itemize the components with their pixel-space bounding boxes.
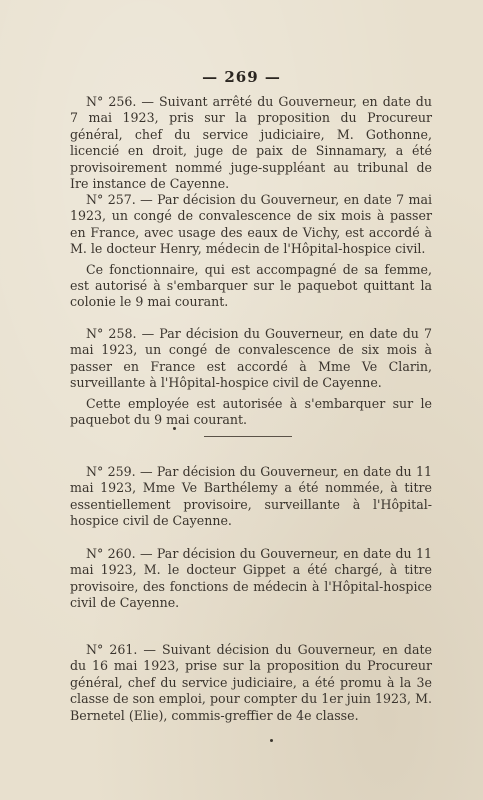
notice-256 <box>70 94 432 192</box>
ink-dot <box>173 427 176 430</box>
notice-259 <box>70 464 432 530</box>
notice-paragraph: N° 259. — Par décision du Gouverneur, en date du 11 mai 1923, Mme Ve Barthélemy a été nommée, à titre essentiellement provisoire, surveillante à l'Hôpital-hospice civil de Cayenne. <box>70 464 432 529</box>
notice-261 <box>70 642 432 724</box>
notice-258 <box>70 326 432 428</box>
notice-paragraph: Ce fonctionnaire, qui est accompagné de sa femme, est autorisé à s'embarquer sur le paquebot quittant la colonie le 9 mai courant. <box>70 261 432 310</box>
page-number: — 269 — <box>202 68 281 86</box>
ink-dot <box>270 739 273 742</box>
notice-paragraph: N° 261. — Suivant décision du Gouverneur, en date du 16 mai 1923, prise sur la proposition du Procureur général, chef du service judiciaire, a été promu à la 3e classe de son emploi, pour compter du 1er juin 1923, M. Bernetel (Elie), commis-greffier de 4e classe. <box>70 642 432 723</box>
notice-paragraph: N° 260. — Par décision du Gouverneur, en date du 11 mai 1923, M. le docteur Gippet a été chargé, à titre provisoire, des fonctions de médecin à l'Hôpital-hospice civil de Cayenne. <box>70 546 432 611</box>
notice-paragraph: Cette employée est autorisée à s'embarquer sur le paquebot du 9 mai courant. <box>70 395 432 428</box>
notice-257 <box>70 192 432 311</box>
notice-260 <box>70 546 432 612</box>
notice-paragraph: N° 258. — Par décision du Gouverneur, en date du 7 mai 1923, un congé de convalescence de six mois à passer en France est accordé à Mme Ve Clarin, surveillante à l'Hôpital-hospice civil de Cayenne. <box>70 326 432 391</box>
notice-paragraph: N° 257. — Par décision du Gouverneur, en date 7 mai 1923, un congé de convalescence de six mois à passer en France, avec usage des eaux de Vichy, est accordé à M. le docteur Henry, médecin de l'Hôpital-hospice civil. <box>70 192 432 257</box>
section-divider <box>204 436 292 437</box>
notice-paragraph: N° 256. — Suivant arrêté du Gouverneur, en date du 7 mai 1923, pris sur la proposition du Procureur général, chef du service judiciaire, M. Gothonne, licencié en droit, juge de paix de Sinnamary, a été provisoirement nommé juge-suppléant au tribunal de Ire instance de Cayenne. <box>70 94 432 192</box>
